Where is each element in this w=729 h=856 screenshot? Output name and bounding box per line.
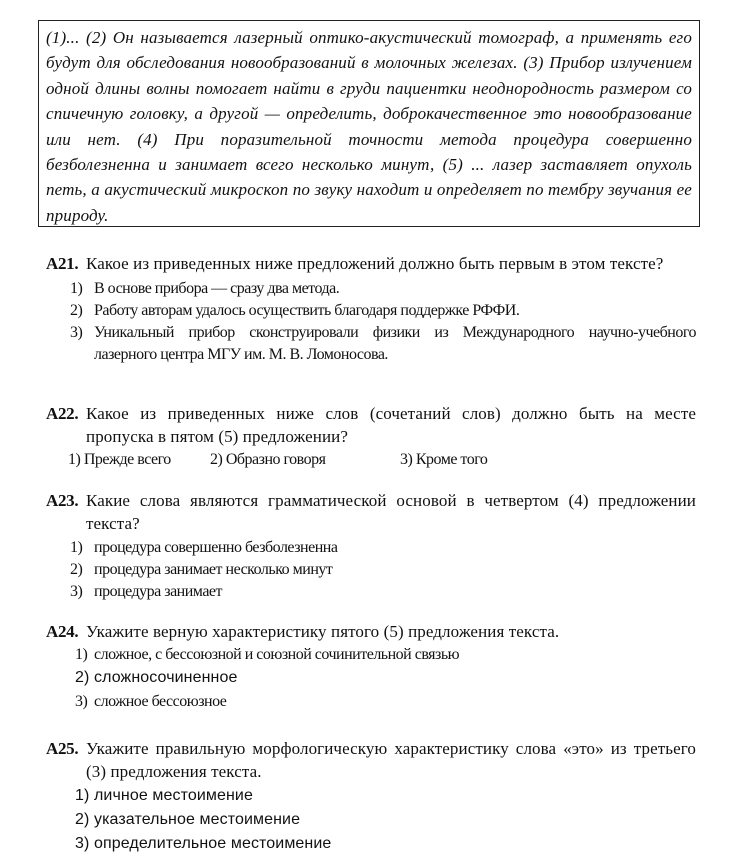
answer-option[interactable]: 3) Уникальный прибор сконструировали физики из Международного научно-учебного лазерного центра МГУ им. М. В. Ломоносова.	[70, 324, 696, 363]
answer-option[interactable]: 2) Образно говоря	[210, 451, 326, 468]
answer-option[interactable]: 1) личное местоимение	[75, 787, 253, 804]
answer-option[interactable]: 2) сложносочиненное	[75, 669, 238, 686]
answer-option[interactable]: 1) процедура совершенно безболезненна	[70, 539, 338, 556]
task-number: А21.	[46, 254, 79, 273]
answer-option[interactable]: 3) сложное бессоюзное	[75, 693, 227, 710]
passage-text: (1)... (2) Он называется лазерный оптико-акустический томограф, а применять его будут для обследования новообразований в молочных железах. (3) Прибор излучением одной длины волны помогает найти в груди пациентки неоднородность размером со спичечную головку, а другой — определить, доброкачественное это новообразование или нет. (4) При поразительной точности метода процедура совершенно безболезненна и занимает всего несколько минут, (5) ... лазер заставляет опухоль петь, а акустический микроскоп по звуку находит и определяет по тембру звучания ее природу.	[46, 28, 692, 225]
task-number: А25.	[46, 739, 79, 758]
passage-box	[38, 20, 700, 227]
task-question: Укажите правильную морфологическую характеристику слова «это» из третьего (3) предложения текста.	[86, 739, 696, 781]
task-question: Какие слова являются грамматической основой в четвертом (4) предложении текста?	[86, 491, 696, 533]
answer-option[interactable]: 2) Работу авторам удалось осуществить благодаря поддержке РФФИ.	[70, 302, 520, 319]
task-question: Какое из приведенных ниже предложений должно быть первым в этом тексте?	[86, 254, 664, 273]
answer-option[interactable]: 3) процедура занимает	[70, 583, 223, 600]
task-question: Какое из приведенных ниже слов (сочетаний слов) должно быть на месте пропуска в пятом (5) предложении?	[86, 404, 696, 446]
answer-option[interactable]: 1) Прежде всего	[68, 451, 171, 468]
task-number: А24.	[46, 622, 79, 641]
task-number: А22.	[46, 404, 79, 423]
task-a23	[46, 489, 696, 603]
answer-option[interactable]: 3) определительное местоимение	[75, 835, 332, 852]
task-a25	[46, 737, 696, 856]
task-number: А23.	[46, 491, 79, 510]
answer-option[interactable]: 2) указательное местоимение	[75, 811, 301, 828]
answer-option[interactable]: 2) процедура занимает несколько минут	[70, 561, 333, 578]
task-question: Укажите верную характеристику пятого (5) предложения текста.	[86, 622, 560, 641]
task-a21	[46, 252, 696, 366]
answer-option[interactable]: 3) Кроме того	[400, 451, 488, 468]
answer-option[interactable]: 1) В основе прибора — сразу два метода.	[70, 280, 340, 297]
task-a22	[46, 402, 696, 471]
answer-option[interactable]: 1) сложное, с бессоюзной и союзной сочинительной связью	[75, 646, 460, 663]
task-a24	[46, 620, 696, 714]
